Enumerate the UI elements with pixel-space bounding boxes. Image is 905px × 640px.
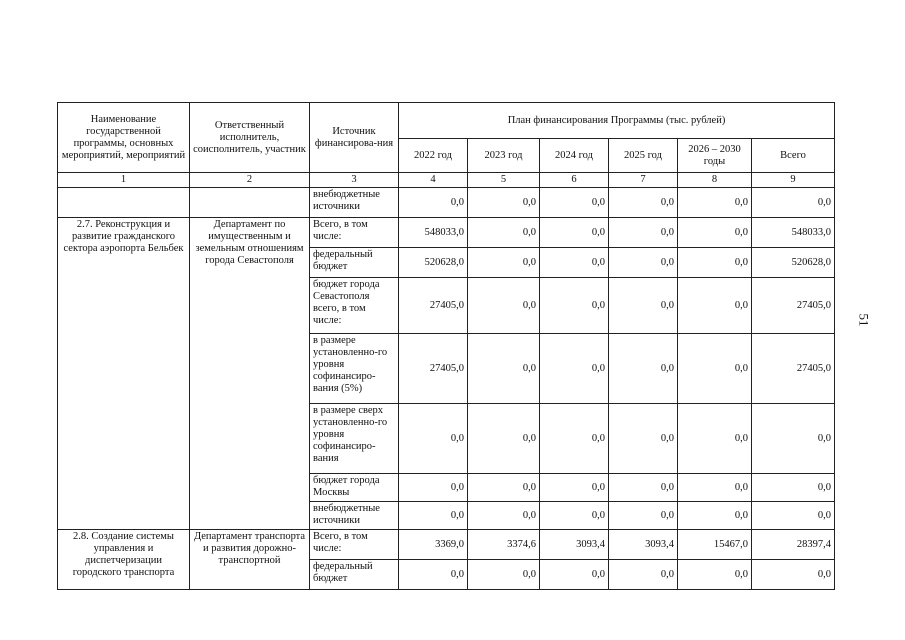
- value-total: 27405,0: [752, 278, 835, 334]
- value-2022: 27405,0: [399, 278, 468, 334]
- col-number: 7: [609, 173, 678, 188]
- row-source: федеральный бюджет: [310, 248, 399, 278]
- col-number: 9: [752, 173, 835, 188]
- value-2024: 0,0: [540, 474, 609, 502]
- col-number: 3: [310, 173, 399, 188]
- header-plan-title: План финансирования Программы (тыс. рублей): [399, 103, 835, 139]
- value-2025: 0,0: [609, 404, 678, 474]
- col-number: 8: [678, 173, 752, 188]
- value-total: 27405,0: [752, 334, 835, 404]
- value-2024: 0,0: [540, 404, 609, 474]
- col-number: 4: [399, 173, 468, 188]
- header-year: 2025 год: [609, 139, 678, 173]
- value-2025: 0,0: [609, 502, 678, 530]
- value-2025: 0,0: [609, 278, 678, 334]
- value-2024: 0,0: [540, 278, 609, 334]
- value-2022: 27405,0: [399, 334, 468, 404]
- value-2024: 0,0: [540, 502, 609, 530]
- value-total: 0,0: [752, 404, 835, 474]
- value-total: 548033,0: [752, 218, 835, 248]
- col-number: 1: [58, 173, 190, 188]
- value-2022: 548033,0: [399, 218, 468, 248]
- page-number: 51: [856, 313, 872, 327]
- value-2024: 0,0: [540, 560, 609, 590]
- row-source: внебюджетные источники: [310, 502, 399, 530]
- header-year: 2024 год: [540, 139, 609, 173]
- col-number: 6: [540, 173, 609, 188]
- table-row: [58, 218, 835, 248]
- value-2023: 0,0: [468, 502, 540, 530]
- value-2026-2030: 0,0: [678, 218, 752, 248]
- table-row: [58, 530, 835, 560]
- value-2023: 0,0: [468, 560, 540, 590]
- value-2025: 0,0: [609, 560, 678, 590]
- header-year: 2026 – 2030 годы: [678, 139, 752, 173]
- value-2023: 0,0: [468, 404, 540, 474]
- col-number: 2: [190, 173, 310, 188]
- row-source: бюджет города Москвы: [310, 474, 399, 502]
- table-row: [58, 188, 835, 218]
- value-2024: 3093,4: [540, 530, 609, 560]
- value-total: 0,0: [752, 474, 835, 502]
- value-2026-2030: 0,0: [678, 474, 752, 502]
- row-name: 2.7. Реконструкция и развитие гражданского сектора аэропорта Бельбек: [58, 218, 190, 530]
- value-2022: 0,0: [399, 502, 468, 530]
- header-name: Наименование государственной программы, основных мероприятий, мероприятий: [58, 103, 190, 173]
- header-total: Всего: [752, 139, 835, 173]
- value-total: 520628,0: [752, 248, 835, 278]
- value-2023: 0,0: [468, 474, 540, 502]
- value-2026-2030: 0,0: [678, 404, 752, 474]
- value-2022: 3369,0: [399, 530, 468, 560]
- value-2026-2030: 0,0: [678, 334, 752, 404]
- value-2024: 0,0: [540, 218, 609, 248]
- row-source: бюджет города Севастополя всего, в том числе:: [310, 278, 399, 334]
- value-2022: 0,0: [399, 474, 468, 502]
- value-2022: 0,0: [399, 188, 468, 218]
- col-number: 5: [468, 173, 540, 188]
- value-2026-2030: 0,0: [678, 248, 752, 278]
- value-2026-2030: 0,0: [678, 188, 752, 218]
- value-2026-2030: 15467,0: [678, 530, 752, 560]
- value-2023: 0,0: [468, 218, 540, 248]
- value-2025: 0,0: [609, 248, 678, 278]
- value-2023: 0,0: [468, 334, 540, 404]
- value-2025: 0,0: [609, 474, 678, 502]
- header-year: 2023 год: [468, 139, 540, 173]
- row-source: в размере сверх установленно-го уровня софинансиро-вания: [310, 404, 399, 474]
- value-2025: 0,0: [609, 218, 678, 248]
- row-source: внебюджетные источники: [310, 188, 399, 218]
- value-2023: 0,0: [468, 188, 540, 218]
- header-year: 2022 год: [399, 139, 468, 173]
- value-2023: 3374,6: [468, 530, 540, 560]
- value-2023: 0,0: [468, 248, 540, 278]
- value-2024: 0,0: [540, 248, 609, 278]
- value-2023: 0,0: [468, 278, 540, 334]
- row-source: Всего, в том числе:: [310, 218, 399, 248]
- row-source: в размере установленно-го уровня софинансиро-вания (5%): [310, 334, 399, 404]
- row-source: Всего, в том числе:: [310, 530, 399, 560]
- row-source: федеральный бюджет: [310, 560, 399, 590]
- row-name: [58, 188, 190, 218]
- value-2024: 0,0: [540, 334, 609, 404]
- value-2025: 0,0: [609, 334, 678, 404]
- row-executor: Департамент по имущественным и земельным отношениям города Севастополя: [190, 218, 310, 530]
- value-total: 0,0: [752, 502, 835, 530]
- value-total: 0,0: [752, 188, 835, 218]
- value-2025: 3093,4: [609, 530, 678, 560]
- row-executor: Департамент транспорта и развития дорожно-транспортной: [190, 530, 310, 590]
- value-2025: 0,0: [609, 188, 678, 218]
- value-2022: 520628,0: [399, 248, 468, 278]
- header-executor: Ответственный исполнитель, соисполнитель, участник: [190, 103, 310, 173]
- financing-table: [57, 102, 835, 590]
- value-2026-2030: 0,0: [678, 502, 752, 530]
- value-2022: 0,0: [399, 560, 468, 590]
- row-executor: [190, 188, 310, 218]
- value-total: 0,0: [752, 560, 835, 590]
- value-total: 28397,4: [752, 530, 835, 560]
- value-2024: 0,0: [540, 188, 609, 218]
- value-2026-2030: 0,0: [678, 560, 752, 590]
- header-source: Источник финансирова-ния: [310, 103, 399, 173]
- value-2026-2030: 0,0: [678, 278, 752, 334]
- row-name: 2.8. Создание системы управления и диспетчеризации городского транспорта: [58, 530, 190, 590]
- value-2022: 0,0: [399, 404, 468, 474]
